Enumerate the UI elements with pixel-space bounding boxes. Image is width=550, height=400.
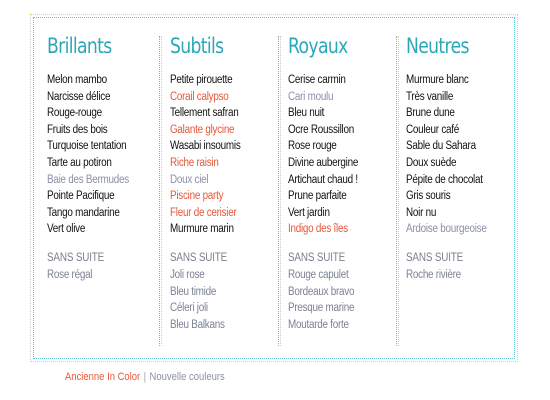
legend-separator: | — [143, 371, 147, 383]
legend-new-colors: Nouvelle couleurs — [149, 371, 225, 383]
color-item: Wasabi insoumis — [170, 140, 241, 153]
color-item: Couleur café — [406, 123, 459, 136]
color-item: Indigo des îles — [288, 223, 348, 236]
color-item: Tellement safran — [170, 107, 239, 120]
sans-suite-list — [47, 267, 162, 284]
sans-suite-list — [170, 267, 285, 333]
column-title: Royaux — [288, 34, 348, 58]
discontinued-item: Céleri joli — [170, 302, 208, 315]
sans-suite-label: SANS SUITE — [170, 251, 228, 264]
color-item: Doux suède — [406, 156, 457, 169]
color-item: Murmure blanc — [406, 74, 469, 86]
sans-suite-label: SANS SUITE — [288, 251, 346, 264]
color-list — [47, 72, 162, 238]
color-item: Prune parfaite — [288, 190, 347, 203]
discontinued-item: Rouge capulet — [288, 268, 349, 281]
color-item: Bleu nuit — [288, 107, 325, 120]
sans-suite-list — [288, 267, 403, 333]
color-item: Tarte au potiron — [47, 156, 112, 169]
color-item: Artichaut chaud ! — [288, 173, 358, 186]
color-item: Doux ciel — [170, 173, 209, 186]
sans-suite-label: SANS SUITE — [406, 251, 464, 264]
color-list — [288, 72, 403, 238]
discontinued-item: Rose régal — [47, 268, 93, 281]
color-item: Corail calypso — [170, 90, 229, 103]
color-item: Riche raisin — [170, 156, 219, 169]
column-title: Subtils — [170, 34, 224, 58]
color-item: Cerise carmin — [288, 74, 346, 86]
discontinued-item: Bordeaux bravo — [288, 285, 355, 298]
discontinued-item: Presque marine — [288, 302, 355, 315]
color-item: Très vanille — [406, 90, 454, 103]
color-item: Rose rouge — [288, 140, 337, 153]
color-item: Fleur de cerisier — [170, 206, 237, 219]
column-title: Neutres — [406, 34, 469, 58]
color-item: Melon mambo — [47, 74, 107, 86]
color-item: Baie des Bermudes — [47, 173, 129, 186]
column-subtils — [170, 32, 285, 340]
color-item: Brune dune — [406, 107, 455, 120]
discontinued-item: Moutarde forte — [288, 318, 349, 331]
color-item: Fruits des bois — [47, 123, 108, 136]
color-item: Piscine party — [170, 190, 224, 203]
color-item: Turquoise tentation — [47, 140, 127, 153]
column-neutres — [406, 32, 521, 340]
color-item: Murmure marin — [170, 223, 234, 236]
column-royaux — [288, 32, 403, 340]
discontinued-item: Bleu Balkans — [170, 318, 225, 331]
color-item: Noir nu — [406, 206, 437, 219]
color-item: Gris souris — [406, 190, 451, 203]
color-item: Pépite de chocolat — [406, 173, 483, 186]
legend — [65, 371, 225, 383]
color-item: Pointe Pacifique — [47, 190, 115, 203]
discontinued-item: Bleu timide — [170, 285, 217, 298]
sans-suite-list — [406, 267, 521, 284]
color-item: Vert olive — [47, 223, 86, 236]
discontinued-item: Roche rivière — [406, 268, 461, 281]
color-item: Ardoise bourgeoise — [406, 223, 487, 236]
color-item: Narcisse délice — [47, 90, 111, 103]
color-item: Vert jardin — [288, 206, 330, 219]
color-item: Cari moulu — [288, 90, 334, 103]
color-item: Petite pirouette — [170, 74, 233, 86]
color-item: Rouge-rouge — [47, 107, 102, 120]
color-list — [406, 72, 521, 238]
column-brillants — [47, 32, 162, 340]
color-item: Tango mandarine — [47, 206, 120, 219]
color-item: Sable du Sahara — [406, 140, 476, 153]
legend-old-colors: Ancienne In Color — [65, 371, 141, 383]
color-item: Divine aubergine — [288, 156, 359, 169]
discontinued-item: Joli rose — [170, 268, 205, 281]
color-item: Ocre Roussillon — [288, 123, 354, 136]
color-list — [170, 72, 285, 238]
column-title: Brillants — [47, 34, 112, 58]
sans-suite-label: SANS SUITE — [47, 251, 105, 264]
color-item: Galante glycine — [170, 123, 235, 136]
